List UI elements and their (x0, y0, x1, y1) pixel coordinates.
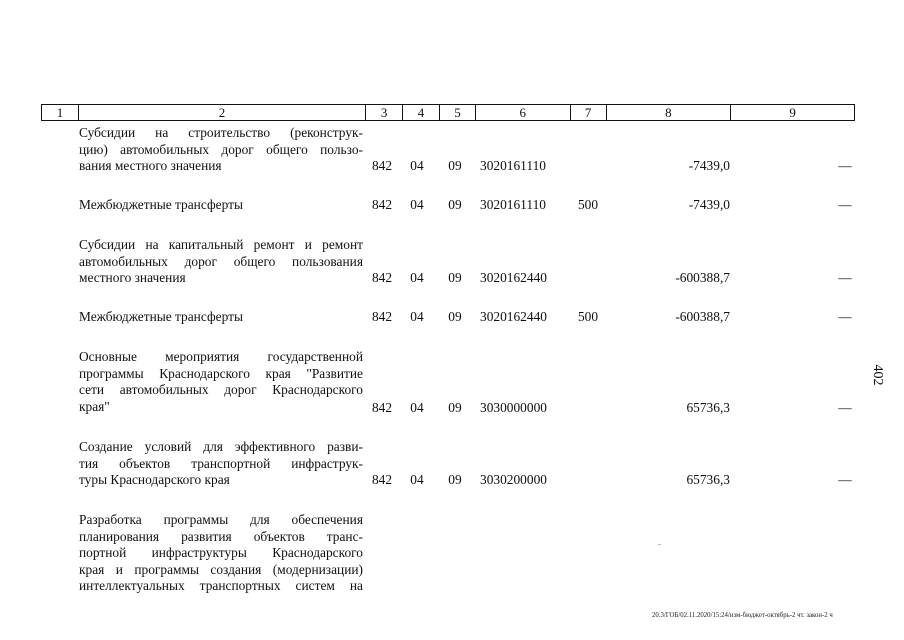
cell-target-code: 3030000000 (480, 400, 547, 415)
cell-subsection: 09 (448, 158, 462, 173)
cell-target-code: 3020161110 (480, 197, 546, 212)
description-line: Межбюджетные трансферты (79, 197, 243, 212)
description-line: края" (79, 398, 110, 414)
row-description (79, 237, 363, 287)
header-col-6: 6 (476, 105, 571, 120)
cell-section: 04 (410, 158, 424, 173)
description-line: сети автомобильных дорог Краснодарского (79, 382, 363, 397)
description-line: местного значения (79, 270, 186, 285)
cell-expense-type: 500 (577, 309, 599, 324)
cell-ministry: 842 (371, 472, 393, 487)
description-line: программы Краснодарского края "Развитие (79, 365, 363, 381)
description-line: Создание условий для эффективного разви- (79, 439, 363, 454)
cell-ministry: 842 (371, 158, 393, 173)
cell-expense-type: 500 (577, 197, 599, 212)
description-line: вания местного значения (79, 158, 222, 173)
description-line: портной инфраструктуры Краснодарского (79, 545, 363, 560)
cell-ministry: 842 (371, 400, 393, 415)
description-line: Основные мероприятия государственной (79, 349, 363, 364)
header-col-1: 1 (42, 105, 79, 120)
table-header (41, 104, 855, 121)
cell-amount: -7439,0 (688, 197, 730, 212)
description-line: интеллектуальных транспортных систем на (79, 578, 363, 593)
row-description (79, 349, 363, 415)
row-description (79, 512, 363, 595)
header-col-7: 7 (571, 105, 607, 120)
cell-subsection: 09 (448, 472, 462, 487)
description-line: Разработка программы для обеспечения (79, 512, 363, 527)
description-line: Межбюджетные трансферты (79, 309, 243, 324)
cell-amount: -600388,7 (675, 309, 730, 324)
row-description (79, 439, 363, 489)
cell-ministry: 842 (371, 197, 393, 212)
header-col-8: 8 (607, 105, 732, 120)
cell-ministry: 842 (371, 270, 393, 285)
header-col-2: 2 (79, 105, 366, 120)
cell-target-code: 3020161110 (480, 158, 546, 173)
cell-target-code: 3020162440 (480, 309, 547, 324)
cell-subsection: 09 (448, 309, 462, 324)
description-line: края и программы создания (модернизации) (79, 561, 363, 577)
cell-subsection: 09 (448, 197, 462, 212)
cell-section: 04 (410, 400, 424, 415)
header-col-5: 5 (440, 105, 476, 120)
cell-amount: -600388,7 (675, 270, 730, 285)
description-line: планирования развития объектов транс- (79, 528, 363, 544)
cell-subsection: 09 (448, 400, 462, 415)
cell-section: 04 (410, 309, 424, 324)
cell-dash: — (838, 472, 852, 487)
cell-section: 04 (410, 270, 424, 285)
document-footer: 20.3/ГОБ/02.11.2020/15:24/изм-бюджет-октябрь-2 чт. закон-2 ч (652, 612, 833, 619)
header-col-3: 3 (366, 105, 403, 120)
cell-section: 04 (410, 197, 424, 212)
description-line: туры Краснодарского края (79, 472, 230, 487)
cell-ministry: 842 (371, 309, 393, 324)
cell-amount: 65736,3 (686, 400, 730, 415)
description-line: Субсидии на строительство (реконструк- (79, 125, 363, 140)
scan-speck (658, 544, 661, 545)
cell-subsection: 09 (448, 270, 462, 285)
header-col-4: 4 (403, 105, 440, 120)
description-line: автомобильных дорог общего пользования (79, 253, 363, 269)
cell-dash: — (838, 158, 852, 173)
cell-target-code: 3020162440 (480, 270, 547, 285)
cell-dash: — (838, 400, 852, 415)
cell-dash: — (838, 309, 852, 324)
page-number: 402 (870, 364, 885, 386)
cell-dash: — (838, 197, 852, 212)
cell-amount: 65736,3 (686, 472, 730, 487)
cell-target-code: 3030200000 (480, 472, 547, 487)
cell-amount: -7439,0 (688, 158, 730, 173)
cell-dash: — (838, 270, 852, 285)
description-line: цию) автомобильных дорог общего пользо- (79, 141, 363, 157)
row-description (79, 125, 363, 175)
row-description (79, 309, 363, 326)
header-col-9: 9 (789, 105, 796, 120)
row-description (79, 197, 363, 214)
cell-section: 04 (410, 472, 424, 487)
description-line: Субсидии на капитальный ремонт и ремонт (79, 237, 363, 252)
description-line: тия объектов транспортной инфраструк- (79, 455, 363, 471)
